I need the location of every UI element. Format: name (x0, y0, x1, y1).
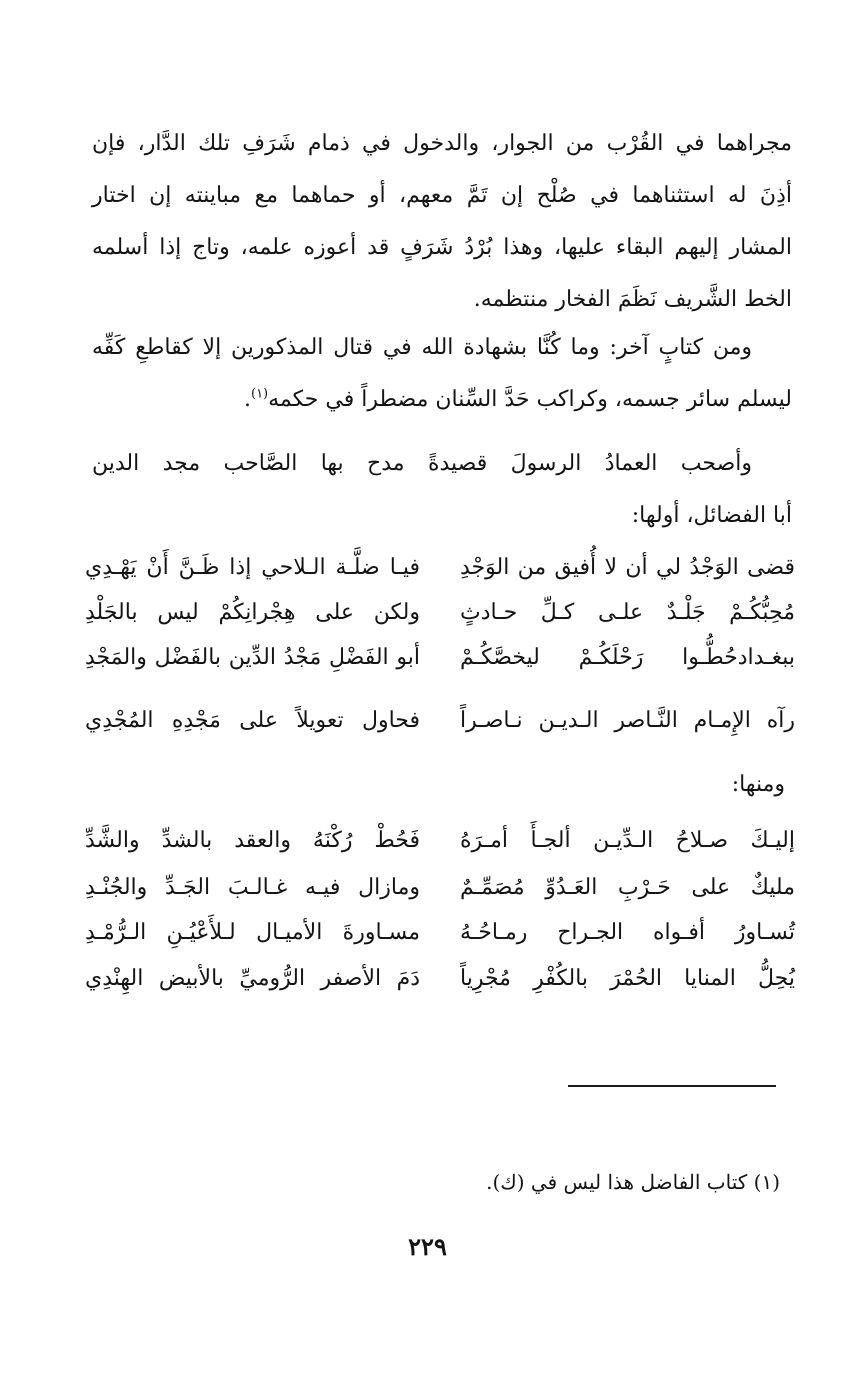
verse-second-hemistich: ومازال فيـه غـالـبَ الجَـدِّ والجُنْـدِ (85, 875, 420, 900)
paragraph-1-line-1: مجراهما في القُرْب من الجوار، والدخول في ذمام شَرَفِ تلك الدَّار، فإن (92, 131, 792, 156)
verse-second-hemistich: أبو الفَضْلِ مَجْدُ الدِّين بالفَضْل والمَجْدِ (85, 645, 420, 670)
paragraph-3-line-2: أبا الفضائل، أولها: (631, 503, 792, 528)
verse (85, 708, 795, 748)
verse (85, 555, 795, 595)
verse-second-hemistich: ولكن على هِجْرانِكُمْ ليس بالجَلْدِ (85, 600, 420, 625)
footnote-ref-1: (١) (250, 386, 269, 402)
paragraph-1-line-4: الخط الشَّريف نَظَمَ الفخار منتظمه. (473, 287, 792, 312)
verse (85, 645, 795, 685)
verse-second-hemistich: مسـاورةَ الأميـال لـلأَعْيُـنِ الـرُّمْـدِ (85, 920, 420, 945)
verse-second-hemistich: فحاول تعويلاً على مَجْدِهِ المُجْدِي (85, 708, 420, 733)
footnote: (١) كتاب الفاضل هذا ليس في (ك). (486, 1170, 780, 1194)
paragraph-1 (92, 118, 792, 326)
verse (85, 875, 795, 915)
verse-first-hemistich: مليكٌ على حَـرْبِ العَـدُوِّ مُصَمِّـمٌ (460, 875, 795, 900)
verse (85, 600, 795, 640)
verse-first-hemistich: ببغـدادحُطُّـوا رَحْلَكُـمْ ليخصَّكُـمْ (460, 645, 795, 670)
paragraph-2-line-1: ومن كتابٍ آخر: وما كُنَّا بشهادة الله في قتال المذكورين إلا كقاطعِ كَفِّه (92, 335, 752, 360)
verse-second-hemistich: دَمَ الأصفر الرُّوميِّ بالأبيض الهِنْدِي (85, 966, 420, 991)
verse-second-hemistich: فيـا ضلَّـة الـلاحي إذا ظَـنَّ أَنْ يَهْـدِي (85, 555, 420, 580)
footnote-separator (568, 1085, 776, 1087)
page-number: ٢٢٩ (408, 1232, 447, 1261)
verse-first-hemistich: يُحِلُّ المنايا الحُمْرَ بالكُفْرِ مُجْرِياً (460, 966, 795, 991)
paragraph-2-line-2-end: . (243, 387, 251, 412)
verse (85, 966, 795, 1006)
verse-first-hemistich: قضى الوَجْدُ لي أن لا أُفيق من الوَجْدِ (460, 555, 795, 580)
paragraph-3-line-1: وأصحب العمادُ الرسولَ قصيدةً مدح بها الصَّاحب مجد الدين (92, 451, 752, 476)
verse (85, 920, 795, 960)
paragraph-1-line-2: أذِنَ له استثناهما في صُلْح إن تَمَّ معهم، أو حماهما مع مباينته إن اختار (92, 183, 792, 208)
verse-second-hemistich: فَحُطْ رُكْنَهُ والعقد بالشدِّ والشَّدِّ (85, 828, 420, 853)
paragraph-3 (92, 438, 792, 542)
paragraph-2 (92, 322, 792, 426)
verse-first-hemistich: إليـكَ صـلاحُ الـدِّيـن ألجـأَ أمـرَهُ (460, 828, 795, 853)
paragraph-1-line-3: المشار إليهم البقاء عليها، وهذا بُرْدُ شَرَفٍ قد أعوزه علمه، وتاج إذا أسلمه (92, 235, 792, 260)
verse (85, 828, 795, 868)
subheading: ومنها: (731, 772, 785, 797)
paragraph-2-line-2-text: ليسلم سائر جسمه، وكراكب حَدَّ السِّنان مضطراً في حكمه (268, 387, 792, 412)
verse-first-hemistich: تُسـاورُ أفـواه الجـراح رمـاحُـهُ (460, 920, 795, 945)
paragraph-2-line-2 (92, 374, 792, 426)
verse-first-hemistich: رآه الإِمـام النَّـاصر الـديـن نـاصـراً (460, 708, 795, 733)
verse-first-hemistich: مُحِبُّكُـمْ جَلْـدٌ علـى كـلِّ حـادثٍ (460, 600, 795, 625)
